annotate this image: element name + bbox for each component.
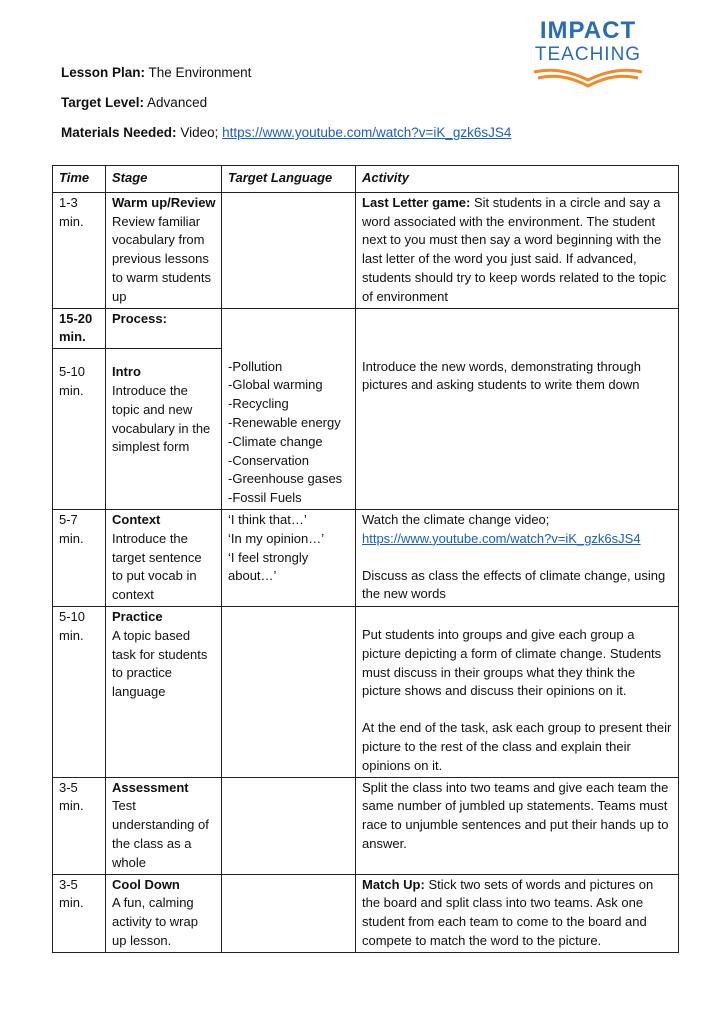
time-cell: 5-7 min. xyxy=(53,509,106,606)
materials-line xyxy=(61,124,511,142)
stage-title: Warm up/Review xyxy=(112,194,216,210)
target-level-line xyxy=(61,94,207,112)
stage-cell xyxy=(106,192,222,308)
stage-description: Introduce the topic and new vocabulary in the simplest form xyxy=(112,382,211,455)
open-book-icon xyxy=(530,68,646,90)
time-cell: 15-20 min. xyxy=(53,308,106,349)
activity-text-2: At the end of the task, ask each group to present their picture to the rest of the class and explain their opinions on it. xyxy=(362,720,672,773)
stage-cell xyxy=(106,349,222,510)
activity-cell xyxy=(356,874,679,952)
stage-title: Assessment xyxy=(112,779,189,795)
stage-description: Review familiar vocabulary from previous lessons to warm students up xyxy=(112,213,211,304)
stage-title: Context xyxy=(112,511,161,527)
stage-title: Intro xyxy=(112,364,141,380)
activity-text-2: Discuss as class the effects of climate change, using the new words xyxy=(362,567,666,602)
stage-title: Cool Down xyxy=(112,876,180,892)
stage-description: A fun, calming activity to wrap up lesson. xyxy=(112,895,198,948)
header-activity: Activity xyxy=(356,166,679,193)
table-row-practice xyxy=(53,606,679,777)
materials-label: Materials Needed: xyxy=(61,125,177,140)
language-cell xyxy=(222,308,356,509)
stage-cell xyxy=(106,606,222,777)
header-time: Time xyxy=(53,166,106,193)
time-cell: 3-5 min. xyxy=(53,777,106,874)
time-cell: 1-3 min. xyxy=(53,192,106,308)
climate-video-link[interactable]: https://www.youtube.com/watch?v=iK_gzk6sJS4 xyxy=(362,530,641,546)
materials-video-link[interactable]: https://www.youtube.com/watch?v=iK_gzk6sJS4 xyxy=(222,125,512,140)
activity-cell xyxy=(356,308,679,509)
impact-teaching-logo xyxy=(508,18,668,102)
stage-cell xyxy=(106,509,222,606)
activity-cell xyxy=(356,192,679,308)
language-cell xyxy=(222,192,356,308)
activity-title: Last Letter game: xyxy=(362,194,471,210)
materials-value: Video; xyxy=(180,125,219,140)
activity-cell xyxy=(356,606,679,777)
time-cell: 5-10 min. xyxy=(53,349,106,510)
target-level-label: Target Level: xyxy=(61,95,145,110)
table-header-row xyxy=(53,166,679,193)
stage-cell xyxy=(106,777,222,874)
table-row-cooldown xyxy=(53,874,679,952)
language-cell xyxy=(222,606,356,777)
stage-description: Test understanding of the class as a whole xyxy=(112,798,209,870)
stage-title: Practice xyxy=(112,608,163,624)
stage-cell xyxy=(106,874,222,952)
stage-description: A topic based task for students to practice language xyxy=(112,627,208,700)
activity-text: Sit students in a circle and say a word associated with the environment. The student next to you must then say a word beginning with the last letter of the word you just said. If advanced, students should try to keep words related to the topic of environment xyxy=(362,194,667,304)
time-cell: 5-10 min. xyxy=(53,606,106,777)
activity-text: Introduce the new words, demonstrating through pictures and asking students to write them down xyxy=(362,358,641,393)
lesson-plan-label: Lesson Plan: xyxy=(61,65,146,80)
activity-title: Match Up: xyxy=(362,876,425,892)
language-cell: ‘I think that…’ ‘In my opinion…’ ‘I feel strongly about…’ xyxy=(222,509,356,606)
vocabulary-list: -Pollution -Global warming -Recycling -Renewable energy -Climate change -Conservation -Greenhouse gases -Fossil Fuels xyxy=(228,358,343,506)
table-row-process xyxy=(53,308,679,349)
activity-text: Watch the climate change video; xyxy=(362,511,550,527)
logo-line-teaching: TEACHING xyxy=(534,44,642,65)
header-target-language: Target Language xyxy=(222,166,356,193)
table-row-context xyxy=(53,509,679,606)
lesson-plan-value: The Environment xyxy=(148,65,252,80)
language-cell xyxy=(222,874,356,952)
table-row-warmup xyxy=(53,192,679,308)
logo-line-impact: IMPACT xyxy=(539,17,637,44)
language-cell xyxy=(222,777,356,874)
activity-cell xyxy=(356,509,679,606)
header-stage: Stage xyxy=(106,166,222,193)
target-level-value: Advanced xyxy=(147,95,208,110)
lesson-plan-line xyxy=(61,64,251,82)
stage-description: Introduce the target sentence to put vocab in context xyxy=(112,530,202,603)
activity-text: Put students into groups and give each group a picture depicting a form of climate change. Students must discuss in their groups what they think the picture shows and discuss their opinions on it. xyxy=(362,626,662,699)
activity-cell: Split the class into two teams and give each team the same number of jumbled up statements. Teams must race to unjumble sentences and put their hands up to answer. xyxy=(356,777,679,874)
lesson-plan-table xyxy=(52,165,679,953)
stage-title: Process: xyxy=(106,308,222,349)
table-row-assessment xyxy=(53,777,679,874)
time-cell: 3-5 min. xyxy=(53,874,106,952)
activity-text: Stick two sets of words and pictures on the board and split class into two teams. Ask one student from each team to come to the board and compete to match the word to the picture. xyxy=(362,876,654,948)
